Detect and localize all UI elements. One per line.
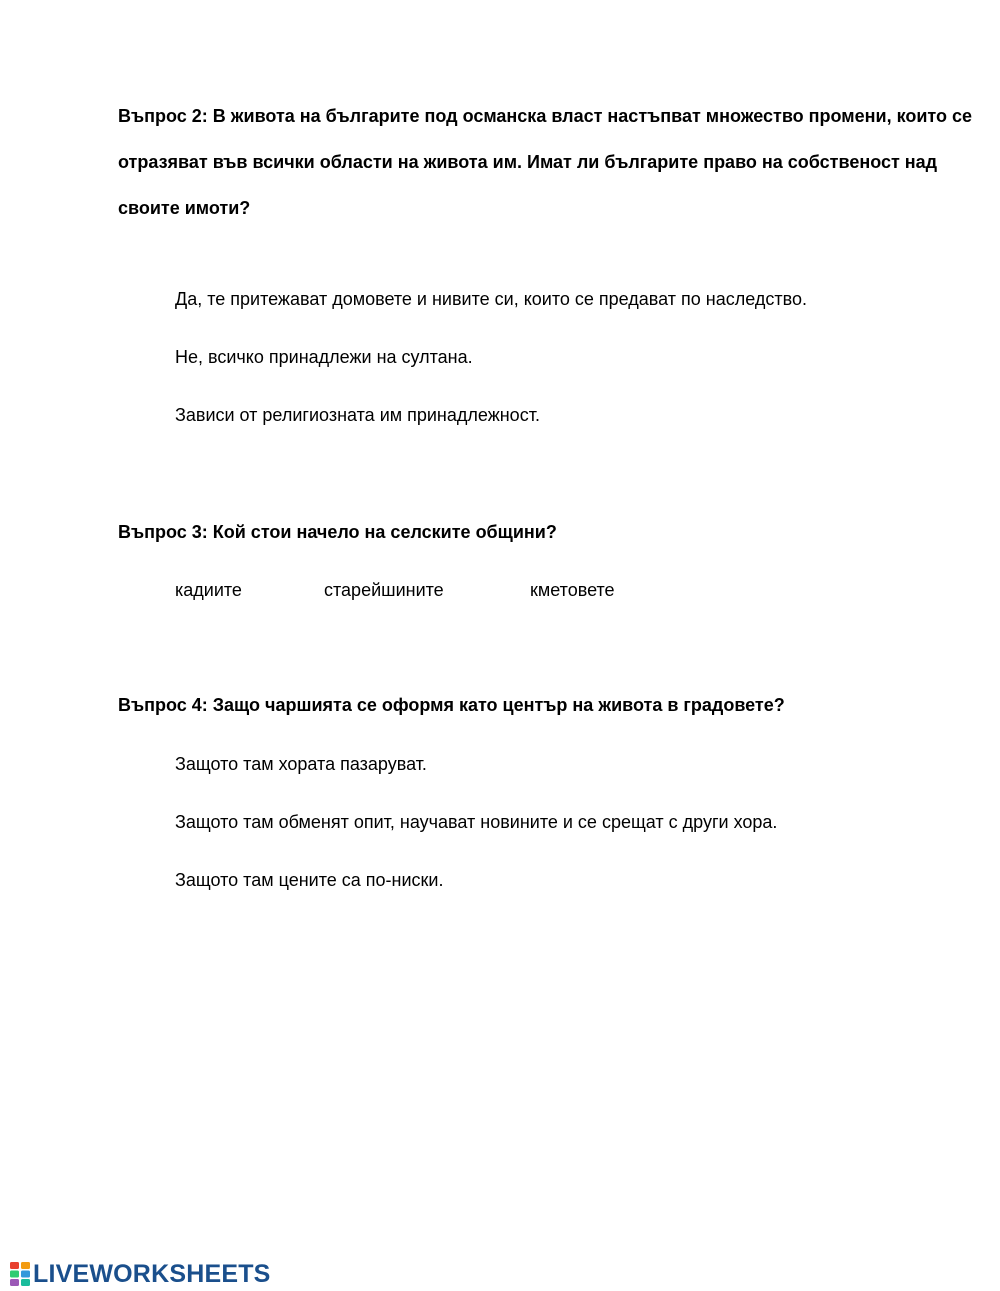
- question-2-text: Въпрос 2: В живота на българите под османска власт настъпват множество промени, които се отразяват във всички области на живота им. Имат ли българите право на собственост над своите имоти?: [118, 106, 972, 218]
- question-4-option-3[interactable]: Защото там цените са по-ниски.: [175, 870, 444, 890]
- question-2-option-3[interactable]: Зависи от религиозната им принадлежност.: [175, 405, 540, 425]
- liveworksheets-logo-icon: [10, 1262, 30, 1286]
- liveworksheets-logo: [10, 1260, 271, 1288]
- question-4-text: Въпрос 4: Защо чаршията се оформя като център на живота в градовете?: [118, 695, 785, 715]
- question-2-option-2[interactable]: Не, всичко принадлежи на султана.: [175, 347, 473, 367]
- question-4-option-2[interactable]: Защото там обменят опит, научават новините и се срещат с други хора.: [175, 812, 778, 832]
- question-3-option-1[interactable]: кадиите: [175, 580, 242, 600]
- question-3-text: Въпрос 3: Кой стои начело на селските общини?: [118, 522, 557, 542]
- question-4-option-1[interactable]: Защото там хората пазаруват.: [175, 754, 427, 774]
- question-3-option-2[interactable]: старейшините: [324, 580, 444, 600]
- question-3-option-3[interactable]: кметовете: [530, 580, 615, 600]
- question-2-option-1[interactable]: Да, те притежават домовете и нивите си, които се предават по наследство.: [175, 289, 807, 309]
- liveworksheets-logo-text: LIVEWORKSHEETS: [33, 1260, 271, 1288]
